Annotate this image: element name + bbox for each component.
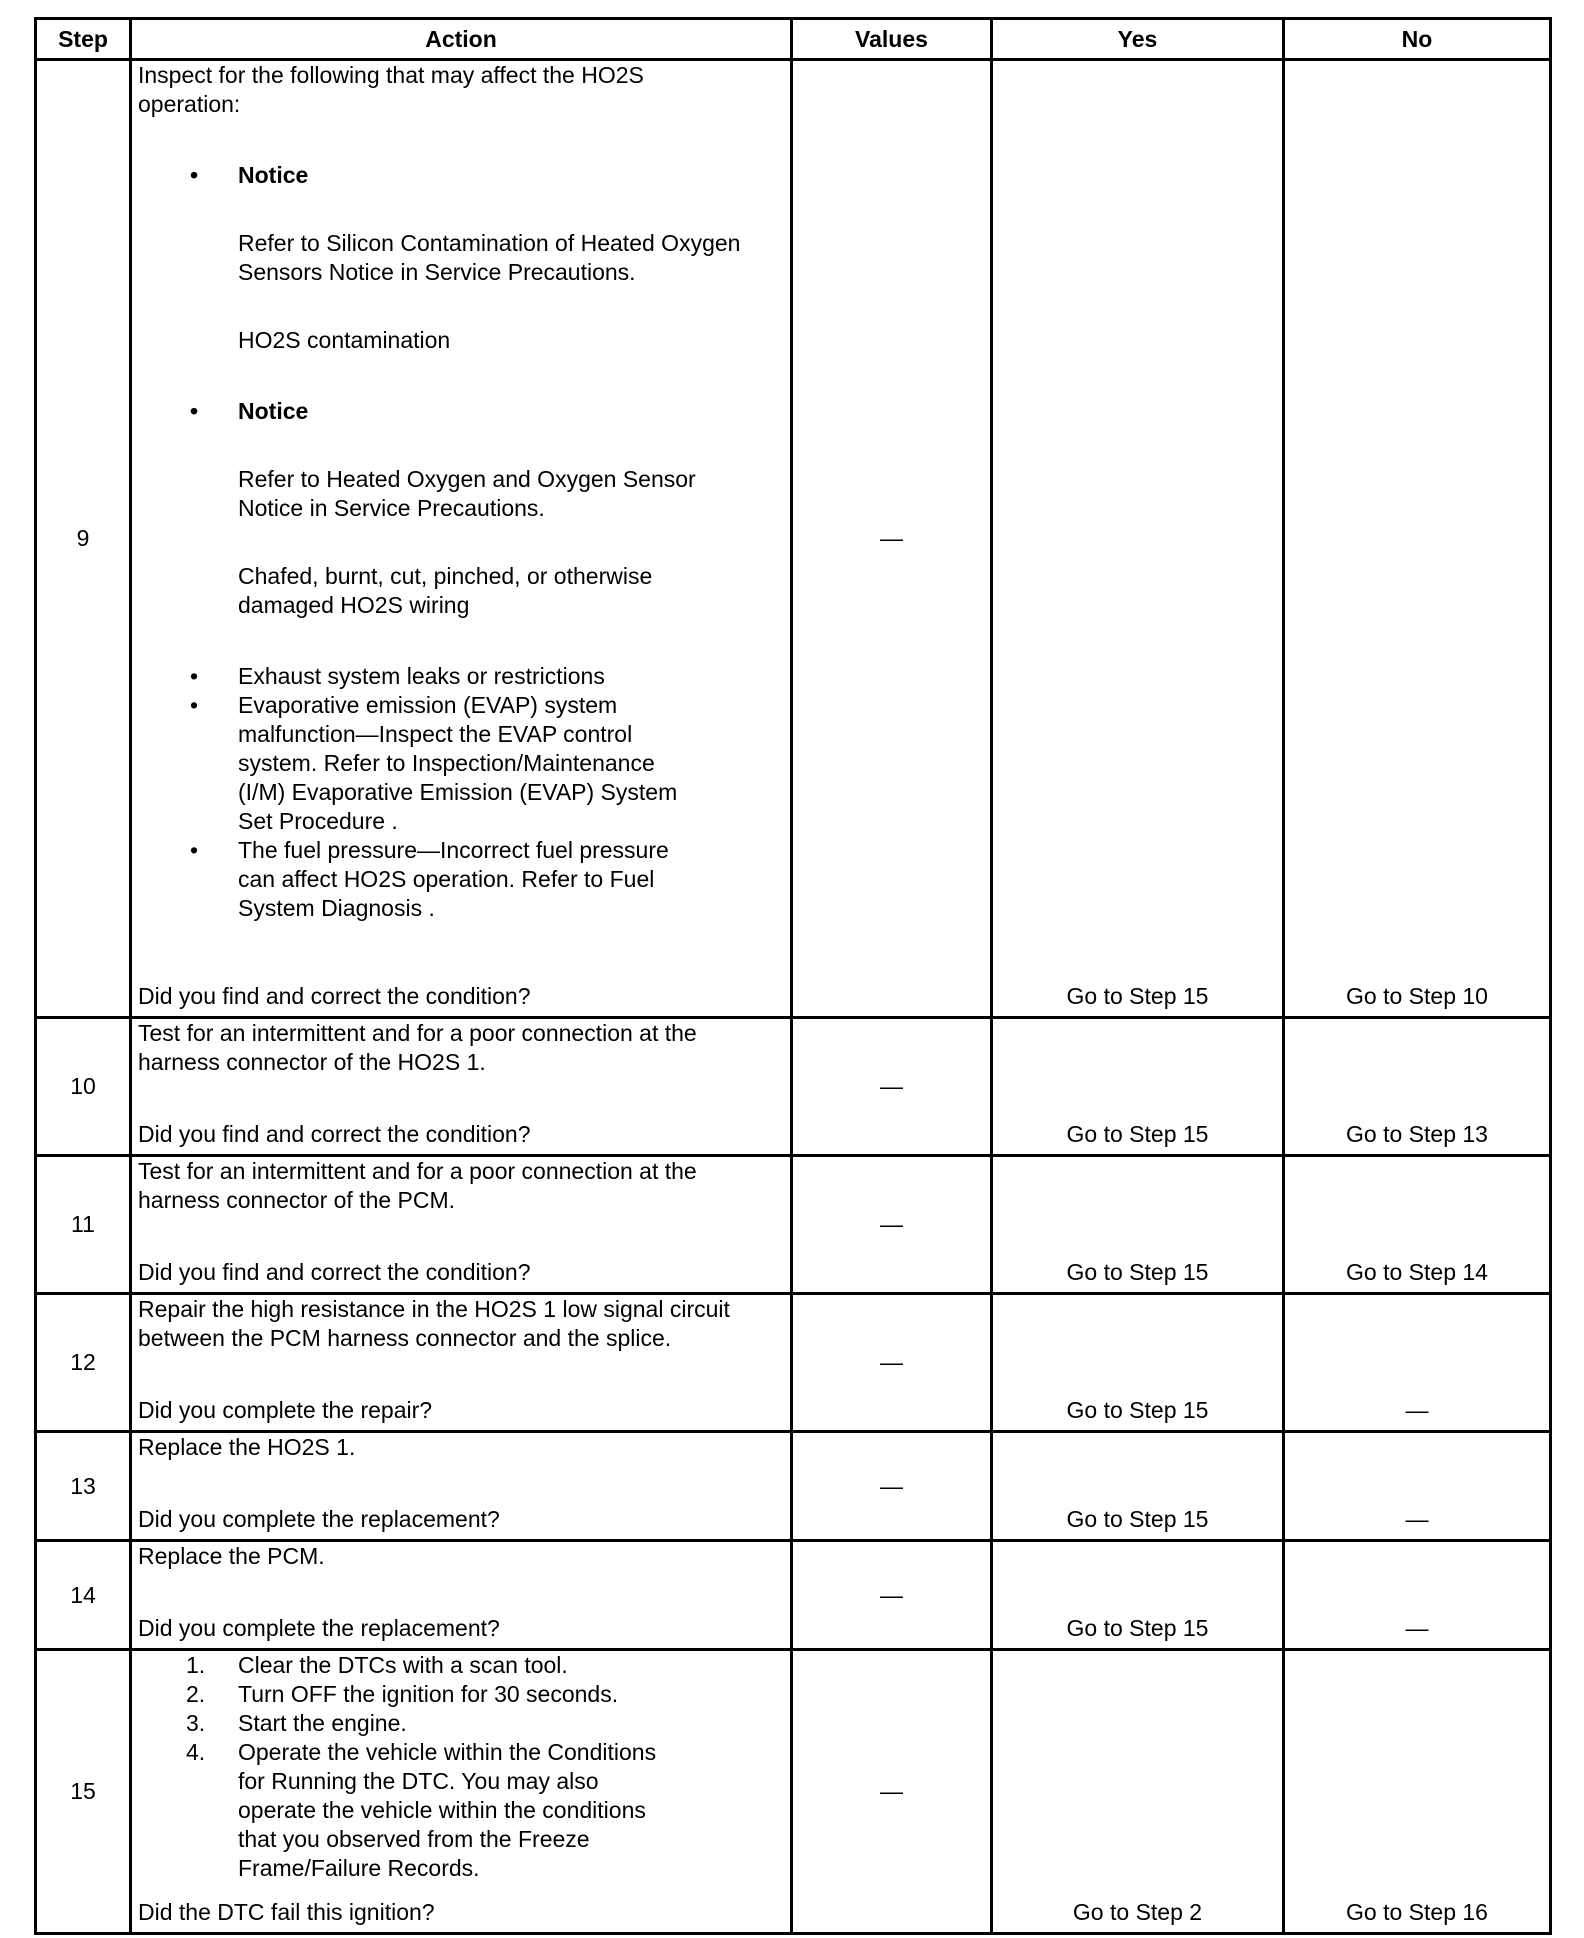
yes-cell <box>992 1156 1284 1294</box>
header-row <box>36 19 1551 60</box>
action-cell <box>131 1650 792 1934</box>
yes-destination: Go to Step 15 <box>1066 1259 1209 1285</box>
action-cell <box>131 1432 792 1541</box>
action-question: Did you find and correct the condition? <box>138 1121 531 1147</box>
list-text: Clear the DTCs with a scan tool. <box>238 1652 568 1678</box>
no-destination: Go to Step 14 <box>1346 1259 1488 1285</box>
no-cell <box>1284 1294 1551 1432</box>
table-row <box>36 1156 1551 1294</box>
yes-cell <box>992 1294 1284 1432</box>
action-cell <box>131 1294 792 1432</box>
notice-list <box>138 161 786 190</box>
values-cell: — <box>792 1650 992 1934</box>
table-row <box>36 1294 1551 1432</box>
values-cell: — <box>792 60 992 1018</box>
yes-destination: Go to Step 15 <box>1066 1615 1209 1641</box>
no-destination: Go to Step 16 <box>1346 1899 1488 1925</box>
list-number: 2. <box>186 1681 206 1707</box>
header-yes: Yes <box>992 19 1284 60</box>
no-cell <box>1284 1650 1551 1934</box>
list-text: Turn OFF the ignition for 30 seconds. <box>238 1681 619 1707</box>
notice-item: HO2S contamination <box>238 327 451 353</box>
action-question: Did you complete the repair? <box>138 1397 433 1423</box>
yes-cell <box>992 1432 1284 1541</box>
step-number: 13 <box>36 1432 131 1541</box>
yes-destination: Go to Step 15 <box>1066 1121 1209 1147</box>
step-number: 11 <box>36 1156 131 1294</box>
yes-cell <box>992 1650 1284 1934</box>
yes-cell <box>992 1541 1284 1650</box>
list-item: • Exhaust system leaks or restrictions <box>138 662 786 691</box>
action-question: Did you find and correct the condition? <box>138 1259 531 1285</box>
list-number: 4. <box>186 1739 206 1765</box>
no-destination: — <box>1405 1397 1429 1423</box>
no-cell <box>1284 1018 1551 1156</box>
action-cell <box>131 1018 792 1156</box>
table-row <box>36 1018 1551 1156</box>
inspection-list <box>138 662 786 923</box>
header-action: Action <box>131 19 792 60</box>
list-item: • The fuel pressure—Incorrect fuel pressure can affect HO2S operation. Refer to Fuel System Diagnosis . <box>138 836 698 923</box>
values-cell: — <box>792 1018 992 1156</box>
list-text: Start the engine. <box>238 1710 407 1736</box>
notice-text: Refer to Heated Oxygen and Oxygen Sensor Notice in Service Precautions. <box>238 466 696 521</box>
action-text: Replace the HO2S 1. <box>138 1434 356 1460</box>
action-cell <box>131 1541 792 1650</box>
action-intro: Inspect for the following that may affect the HO2S operation: <box>138 62 644 117</box>
list-number: 3. <box>186 1710 206 1736</box>
notice-list <box>138 397 786 426</box>
no-cell <box>1284 1432 1551 1541</box>
values-cell: — <box>792 1156 992 1294</box>
action-question: Did the DTC fail this ignition? <box>138 1899 435 1925</box>
action-text: Test for an intermittent and for a poor connection at the harness connector of the PCM. <box>138 1158 697 1213</box>
no-destination: — <box>1405 1615 1429 1641</box>
list-item <box>138 1651 786 1680</box>
yes-cell <box>992 1018 1284 1156</box>
action-question: Did you complete the replacement? <box>138 1615 500 1641</box>
step-number: 12 <box>36 1294 131 1432</box>
action-text: Repair the high resistance in the HO2S 1 low signal circuit between the PCM harness connector and the splice. <box>138 1296 730 1351</box>
table-row <box>36 1541 1551 1650</box>
table-row <box>36 1650 1551 1934</box>
yes-destination: Go to Step 15 <box>1066 1506 1209 1532</box>
notice-title: • Notice <box>138 161 786 190</box>
yes-destination: Go to Step 15 <box>1066 1397 1209 1423</box>
values-cell: — <box>792 1541 992 1650</box>
notice-item: Chafed, burnt, cut, pinched, or otherwise damaged HO2S wiring <box>238 563 653 618</box>
list-item <box>138 1738 698 1883</box>
list-item <box>138 1709 786 1738</box>
list-text: Operate the vehicle within the Conditions for Running the DTC. You may also operate the vehicle within the conditions that you observed from the Freeze Frame/Failure Records. <box>238 1739 657 1881</box>
step-number: 14 <box>36 1541 131 1650</box>
table-row <box>36 60 1551 1018</box>
no-destination: Go to Step 13 <box>1346 1121 1488 1147</box>
action-cell <box>131 60 792 1018</box>
header-values: Values <box>792 19 992 60</box>
list-item: • Evaporative emission (EVAP) system malfunction—Inspect the EVAP control system. Refer to Inspection/Maintenance (I/M) Evaporative Emission (EVAP) System Set Procedure . <box>138 691 698 836</box>
yes-cell <box>992 60 1284 1018</box>
no-destination: — <box>1405 1506 1429 1532</box>
action-text: Replace the PCM. <box>138 1543 325 1569</box>
step-number: 15 <box>36 1650 131 1934</box>
action-text: Test for an intermittent and for a poor connection at the harness connector of the HO2S 1. <box>138 1020 697 1075</box>
table-row <box>36 1432 1551 1541</box>
no-cell <box>1284 1541 1551 1650</box>
values-cell: — <box>792 1294 992 1432</box>
list-item <box>138 1680 786 1709</box>
yes-destination: Go to Step 2 <box>1072 1899 1203 1925</box>
yes-destination: Go to Step 15 <box>1066 983 1209 1009</box>
no-cell <box>1284 60 1551 1018</box>
list-number: 1. <box>186 1652 206 1678</box>
action-question: Did you complete the replacement? <box>138 1506 500 1532</box>
header-step: Step <box>36 19 131 60</box>
action-cell <box>131 1156 792 1294</box>
procedure-list <box>138 1651 786 1883</box>
values-cell: — <box>792 1432 992 1541</box>
step-number: 9 <box>36 60 131 1018</box>
notice-text: Refer to Silicon Contamination of Heated Oxygen Sensors Notice in Service Precautions. <box>238 230 741 285</box>
step-number: 10 <box>36 1018 131 1156</box>
no-cell <box>1284 1156 1551 1294</box>
action-question: Did you find and correct the condition? <box>138 983 531 1009</box>
notice-title: • Notice <box>138 397 786 426</box>
no-destination: Go to Step 10 <box>1346 983 1488 1009</box>
diagnostic-table <box>34 17 1552 1935</box>
header-no: No <box>1284 19 1551 60</box>
